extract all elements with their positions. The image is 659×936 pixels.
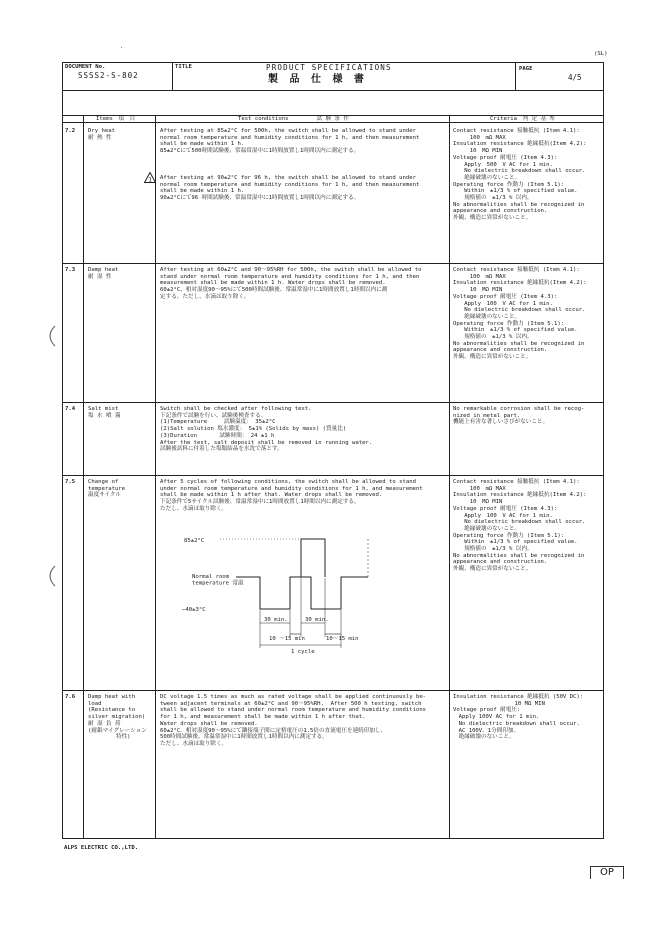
row-conditions: After 5 cycles of following conditions, the switch shall be allowed to stand under normal room temperature and humidity conditions for 1 h, and measurement shall be made within 1 h after that. Water drops shall be removed. 下記条件で5サイクル試験後、常温常湿中に1時間放置し1時間以内に測定する。 ただし、水滴は取り除く。	[160, 479, 423, 512]
cycle-label: 1 cycle	[291, 649, 315, 655]
punch-hole-mark	[44, 565, 56, 587]
high-temp-label: 85±2°C	[184, 538, 205, 544]
duration-label: 30 min.	[305, 617, 329, 623]
low-temp-label: −40±3°C	[182, 607, 206, 613]
row-item: Damp heat with load (Resistance to silver migration) 耐 湿 負 荷 (耐銀マイグレーション 特性)	[88, 694, 147, 741]
col-header-conditions: Test conditions 試 験 条 件	[238, 115, 349, 122]
row-criteria: Contact resistance 接触抵抗 (Item 4.1): 100 mΩ MAX Insulation resistance 絶縁抵抗(Item 4.2): 10 MΩ MIN Voltage proof 耐電圧 (Item 4.3): Apply 100 V AC for 1 min. No dielectric breakdown shall occur. 絶縁破壊のないこと。 Operating force 作動力 (Item 5.1): Within ±1/3 % of specified value. 規格値の ±1/3 % 以内。 No abnormalities shall be recognized in appearance and construction. 外観、構造に異常がないこと。	[453, 479, 587, 573]
row-criteria: Contact resistance 接触抵抗 (Item 4.1): 100 mΩ MAX Insulation resistance 絶縁抵抗(Item 4.2): 10 MΩ MIN Voltage proof 耐電圧 (Item 4.3): Apply 100 V AC for 1 min. No dielectric breakdown shall occur. 絶縁破壊のないこと。 Operating force 作動力 (Item 5.1): Within ±1/3 % of specified value. 規格値の ±1/3 % 以内。 No abnormalities shall be recognized in appearance and construction. 外観、構造に異常がないこと。	[453, 267, 587, 361]
revision-number: 1	[148, 176, 152, 183]
row-number: 7.2	[65, 128, 76, 134]
col-header-items: Items 項 目	[96, 115, 136, 122]
temperature-cycle-diagram	[156, 530, 446, 690]
duration-label: 10 ～15 min	[269, 636, 305, 642]
row-number: 7.4	[65, 406, 76, 412]
page-label: PAGE	[519, 66, 533, 72]
page-number: 4/5	[568, 73, 582, 82]
title-english: PRODUCT SPECIFICATIONS	[266, 63, 392, 72]
row-number: 7.3	[65, 267, 76, 273]
duration-label: 30 min.	[264, 617, 288, 623]
temperature-profile-line	[236, 577, 368, 609]
revision-triangle-icon	[144, 172, 156, 183]
document-number-label: DOCUMENT No.	[65, 64, 106, 70]
title-label: TITLE	[175, 64, 192, 70]
punch-hole-mark	[44, 325, 56, 347]
row-item: Dry heat 耐 熱 性	[88, 128, 115, 141]
row-conditions: Switch shall be checked after following test. 下記条件で試験を行い、試験後検査する。 (1)Temperature 試験温度： 35±2°C (2)Salt solution 塩水濃度： 5±1% (Solids by mass) (質量比) (3)Duration 試験時間： 24 ±1 h After the test, salt deposit shall be removed in running water. 試験後試料に付着した塩類結晶を水洗で落とす。	[160, 406, 373, 453]
row-criteria: No remarkable corrosion shall be recog- nized in metal part. 機能上有害な著しいさびがないこと。	[453, 406, 585, 426]
row-item: Salt mist 塩 水 噴 霧	[88, 406, 121, 419]
row-criteria: Contact resistance 接触抵抗 (Item 4.1): 100 mΩ MAX Insulation resistance 絶縁抵抗(Item 4.2): 10 MΩ MIN Voltage proof 耐電圧 (Item 4.3): Apply 500 V AC for 1 min. No dielectric breakdown shall occur. 絶縁破壊のないこと。 Operating force 作動力 (Item 5.1): Within ±1/3 % of specified value. 規格値の ±1/3 % 以内。 No abnormalities shall be recognized in appearance and construction. 外観、構造に異常がないこと。	[453, 128, 587, 222]
temperature-profile-line-upper	[301, 539, 325, 577]
row-number: 7.6	[65, 694, 76, 700]
col-header-criteria: Criteria 判 定 基 準	[490, 115, 556, 122]
row-criteria: Insulation resistance 絶縁抵抗 (50V DC): 10 MΩ MIN Voltage proof 耐電圧: Apply 100V AC for 1 min. No dielectric breakdown shall occur. AC 100V、1分間印加。 絶縁破壊のないこと。	[453, 694, 584, 741]
row-conditions: After testing at 60±2°C and 90～95%RH for 500h, the switch shall be allowed to stand under normal room temperature and humidity conditions for 1 h, and then measurement shall be made within 1 h. Water drops shall be removed. 60±2°C、相対湿度90～95%にて500時間試験後、常温常湿中に1時間放置し1時間以内に測 定する。ただし、水滴は取り除く。	[160, 267, 422, 300]
row-item: Damp heat 耐 湿 性	[88, 267, 119, 280]
row-conditions-revised: After testing at 90±2°C for 96 h, the switch shall be allowed to stand under normal room temperature and humidity conditions for 1 h, and then measurement shall be made within 1 h. 90±2°Cにて96 時間試験後、常温常湿中に1時間放置し1時間以内に測定する。	[160, 175, 420, 202]
sl-mark: (SL)	[594, 51, 608, 57]
row-item: Change of temperature 温度サイクル	[88, 479, 126, 499]
title-japanese: 製 品 仕 様 書	[268, 74, 368, 85]
row-conditions: DC voltage 1.5 times as much as rated voltage shall be applied continuously be- tween adjacent terminals at 60±2°C and 90～95%RH. After 500 h testing, switch shall be allowed to stand under normal room temperature and humidity conditions for 1 h, and measurement shall be made within 1 h after that. Water drops shall be removed. 60±2°C、相対湿度90～95%にて隣接端子間に定格電圧の1.5倍の直流電圧を連続印加し、 500時間試験後、常温常湿中に1時間放置し1時間以内に測定する。 ただし、水滴は取り除く。	[160, 694, 427, 747]
row-conditions: After testing at 85±2°C for 500h, the switch shall be allowed to stand under normal room temperature and humidity conditions for 1 h, and then measurement shall be made within 1 h. 85±2°Cにて500時間試験後、常温常湿中に1時間放置し1時間以内に測定する。	[160, 128, 420, 155]
duration-label: 10～15 min	[326, 636, 359, 642]
page-stamp: OP	[590, 866, 624, 879]
row-number: 7.5	[65, 479, 76, 485]
normal-temp-label: Normal room temperature 常温	[192, 574, 244, 587]
dot-mark: .	[120, 44, 124, 50]
document-number: SSSS2-S-802	[78, 71, 139, 80]
company-footer: ALPS ELECTRIC CO.,LTD.	[64, 845, 139, 851]
